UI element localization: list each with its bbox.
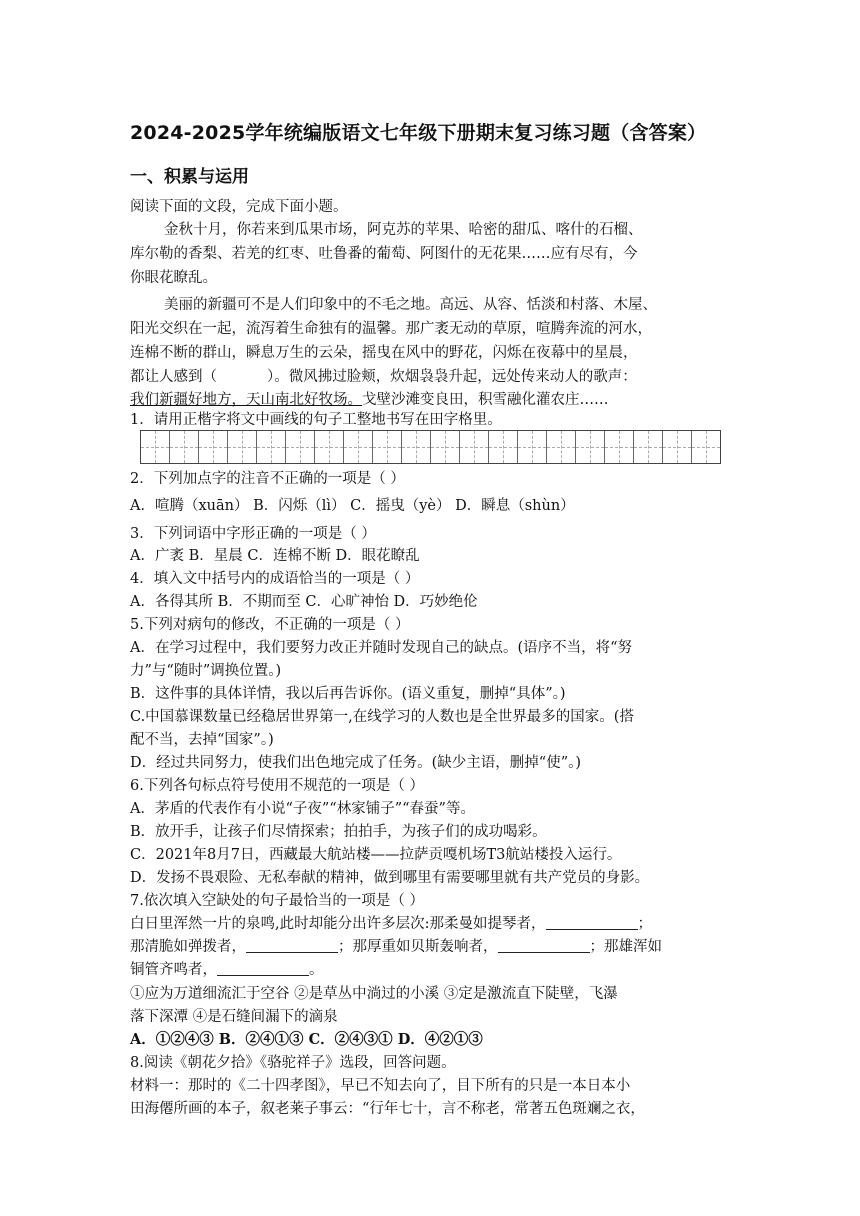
question-4: 4．填入文中括号内的成语恰当的一项是（ ） <box>130 571 420 587</box>
grid-cell[interactable] <box>692 431 720 463</box>
grid-cell[interactable] <box>228 431 257 463</box>
grid-cell[interactable] <box>431 431 460 463</box>
grid-cell[interactable] <box>460 431 489 463</box>
question-2-options: A．喧腾（xuān） B．闪烁（lì） C．摇曳（yè） D．瞬息（shùn） <box>130 498 575 514</box>
passage-text: ）。微风拂过脸颊，炊烟袅袅升起，远处传来动人的歌声： <box>267 369 637 385</box>
question-1: 1．请用正楷字将文中画线的句子工整地书写在田字格里。 <box>130 412 502 428</box>
question-5-option-c-cont: 配不当，去掉“国家”。) <box>130 732 274 748</box>
question-7-sentences-cont: 落下深潭 ④是石缝间漏下的滴泉 <box>130 1009 338 1025</box>
grid-cell[interactable] <box>257 431 286 463</box>
underlined-sentence: 我们新疆好地方，天山南北好牧场。 <box>130 392 362 408</box>
question-7-text: ；那雄浑如 <box>589 939 662 955</box>
fill-blank[interactable] <box>546 915 638 930</box>
grid-cell[interactable] <box>373 431 402 463</box>
question-5: 5.下列对病句的修改，不正确的一项是（ ） <box>130 617 410 633</box>
question-5-option-a-cont: 力”与“随时”调换位置。) <box>130 663 282 679</box>
page-title: 2024-2025学年统编版语文七年级下册期末复习练习题（含答案） <box>130 122 707 144</box>
grid-cell[interactable] <box>402 431 431 463</box>
passage-text: 戈壁沙滩变良田，积雪融化灌农庄…… <box>362 392 609 408</box>
question-6-option-a: A．茅盾的代表作有小说“子夜”“林家铺子”“春蚕”等。 <box>130 801 475 817</box>
question-8-material: 田海僊所画的本子，叙老莱子事云：“行年七十，言不称老，常著五色斑斓之衣， <box>130 1101 645 1117</box>
question-6-option-d: D．发扬不畏艰险、无私奉献的精神，做到哪里有需要哪里就有共产党员的身影。 <box>130 870 650 886</box>
question-7-text: ；那厚重如贝斯轰响者， <box>338 939 498 955</box>
fill-blank[interactable] <box>217 961 309 976</box>
question-7-text: 铜管齐鸣者， <box>130 962 217 978</box>
grid-cell[interactable] <box>315 431 344 463</box>
question-7-sentences: ①应为万道细流汇于空谷 ②是草丛中淌过的小溪 ③定是激流直下陡壁，飞瀑 <box>130 986 618 1002</box>
passage-line <box>130 390 730 410</box>
passage-line: 连棉不断的群山，瞬息万生的云朵，摇曳在风中的野花，闪烁在夜幕中的星晨， <box>130 345 638 361</box>
question-6: 6.下列各句标点符号使用不规范的一项是（ ） <box>130 778 424 794</box>
fill-blank[interactable] <box>498 938 590 953</box>
passage-line: 金秋十月，你若来到瓜果市场，阿克苏的苹果、哈密的甜瓜、喀什的石榴、 <box>164 222 643 238</box>
question-7: 7.依次填入空缺处的句子最恰当的一项是（ ） <box>130 893 424 909</box>
question-5-option-d: D．经过共同努力，使我们出色地完成了任务。(缺少主语，删掉“使”。) <box>130 755 582 771</box>
section-heading: 一、积累与运用 <box>130 167 249 187</box>
question-7-line: 白日里浑然一片的泉鸣,此时却能分出许多层次:那柔曼如提琴者， ； <box>130 916 652 932</box>
grid-cell[interactable] <box>547 431 576 463</box>
passage-line: 库尔勒的香梨、若羌的红枣、吐鲁番的葡萄、阿图什的无花果……应有尽有，今 <box>130 246 638 262</box>
question-6-option-b: B．放开手，让孩子们尽情探索；拍拍手，为孩子们的成功喝彩。 <box>130 824 547 840</box>
passage-text: 都让人感到（ <box>130 369 217 385</box>
reading-intro: 阅读下面的文段，完成下面小题。 <box>130 199 348 215</box>
grid-cell[interactable] <box>634 431 663 463</box>
question-7-line <box>130 960 730 980</box>
question-5-option-a: A．在学习过程中，我们要努力改正并随时发现自己的缺点。(语序不当，将“努 <box>130 640 633 656</box>
question-5-option-b: B．这件事的具体详情，我以后再告诉你。(语义重复，删掉“具体”。) <box>130 686 566 702</box>
question-6-option-c: C．2021年8月7日，西藏最大航站楼——拉萨贡嘎机场T3航站楼投入运行。 <box>130 847 622 863</box>
passage-line: 美丽的新疆可不是人们印象中的不毛之地。高远、从容、恬淡和村落、木屋、 <box>164 297 657 313</box>
question-3: 3．下列词语中字形正确的一项是（ ） <box>130 526 376 542</box>
grid-cell[interactable] <box>141 431 170 463</box>
question-3-options: A．广袤 B．星晨 C．连棉不断 D．眼花瞭乱 <box>130 548 420 564</box>
grid-cell[interactable] <box>286 431 315 463</box>
question-4-options: A．各得其所 B．不期而至 C．心旷神怡 D．巧妙绝伦 <box>130 594 478 610</box>
question-2: 2．下列加点字的注音不正确的一项是（ ） <box>130 471 405 487</box>
question-7-options: A．①②④③ B．②④①③ C．②④③① D．④②①③ <box>130 1031 483 1048</box>
grid-cell[interactable] <box>576 431 605 463</box>
passage-line: 你眼花瞭乱。 <box>130 270 217 286</box>
question-8: 8.阅读《朝花夕拾》《骆驼祥子》选段，回答问题。 <box>130 1055 456 1071</box>
question-7-line <box>130 937 730 957</box>
passage-line: 阳光交织在一起，流泻着生命独有的温馨。那广袤无动的草原，喧腾奔流的河水， <box>130 321 652 337</box>
grid-cell[interactable] <box>663 431 692 463</box>
grid-cell[interactable] <box>199 431 228 463</box>
grid-cell[interactable] <box>170 431 199 463</box>
question-5-option-c: C.中国慕课数量已经稳居世界第一,在线学习的人数也是全世界最多的国家。(搭 <box>130 709 634 725</box>
grid-cell[interactable] <box>518 431 547 463</box>
question-8-material: 材料一：那时的《二十四孝图》，早已不知去向了，目下所有的只是一本日本小 <box>130 1078 631 1094</box>
grid-cell[interactable] <box>344 431 373 463</box>
passage-line <box>130 367 730 387</box>
question-7-text: 那清脆如弹拨者， <box>130 939 246 955</box>
fill-blank[interactable] <box>246 938 338 953</box>
question-7-text: 。 <box>309 962 324 978</box>
grid-cell[interactable] <box>489 431 518 463</box>
writing-grid[interactable] <box>140 430 721 464</box>
grid-cell[interactable] <box>605 431 634 463</box>
question-7-text: 白日里浑然一片的泉鸣,此时却能分出许多层次:那柔曼如提琴者， <box>130 916 546 932</box>
